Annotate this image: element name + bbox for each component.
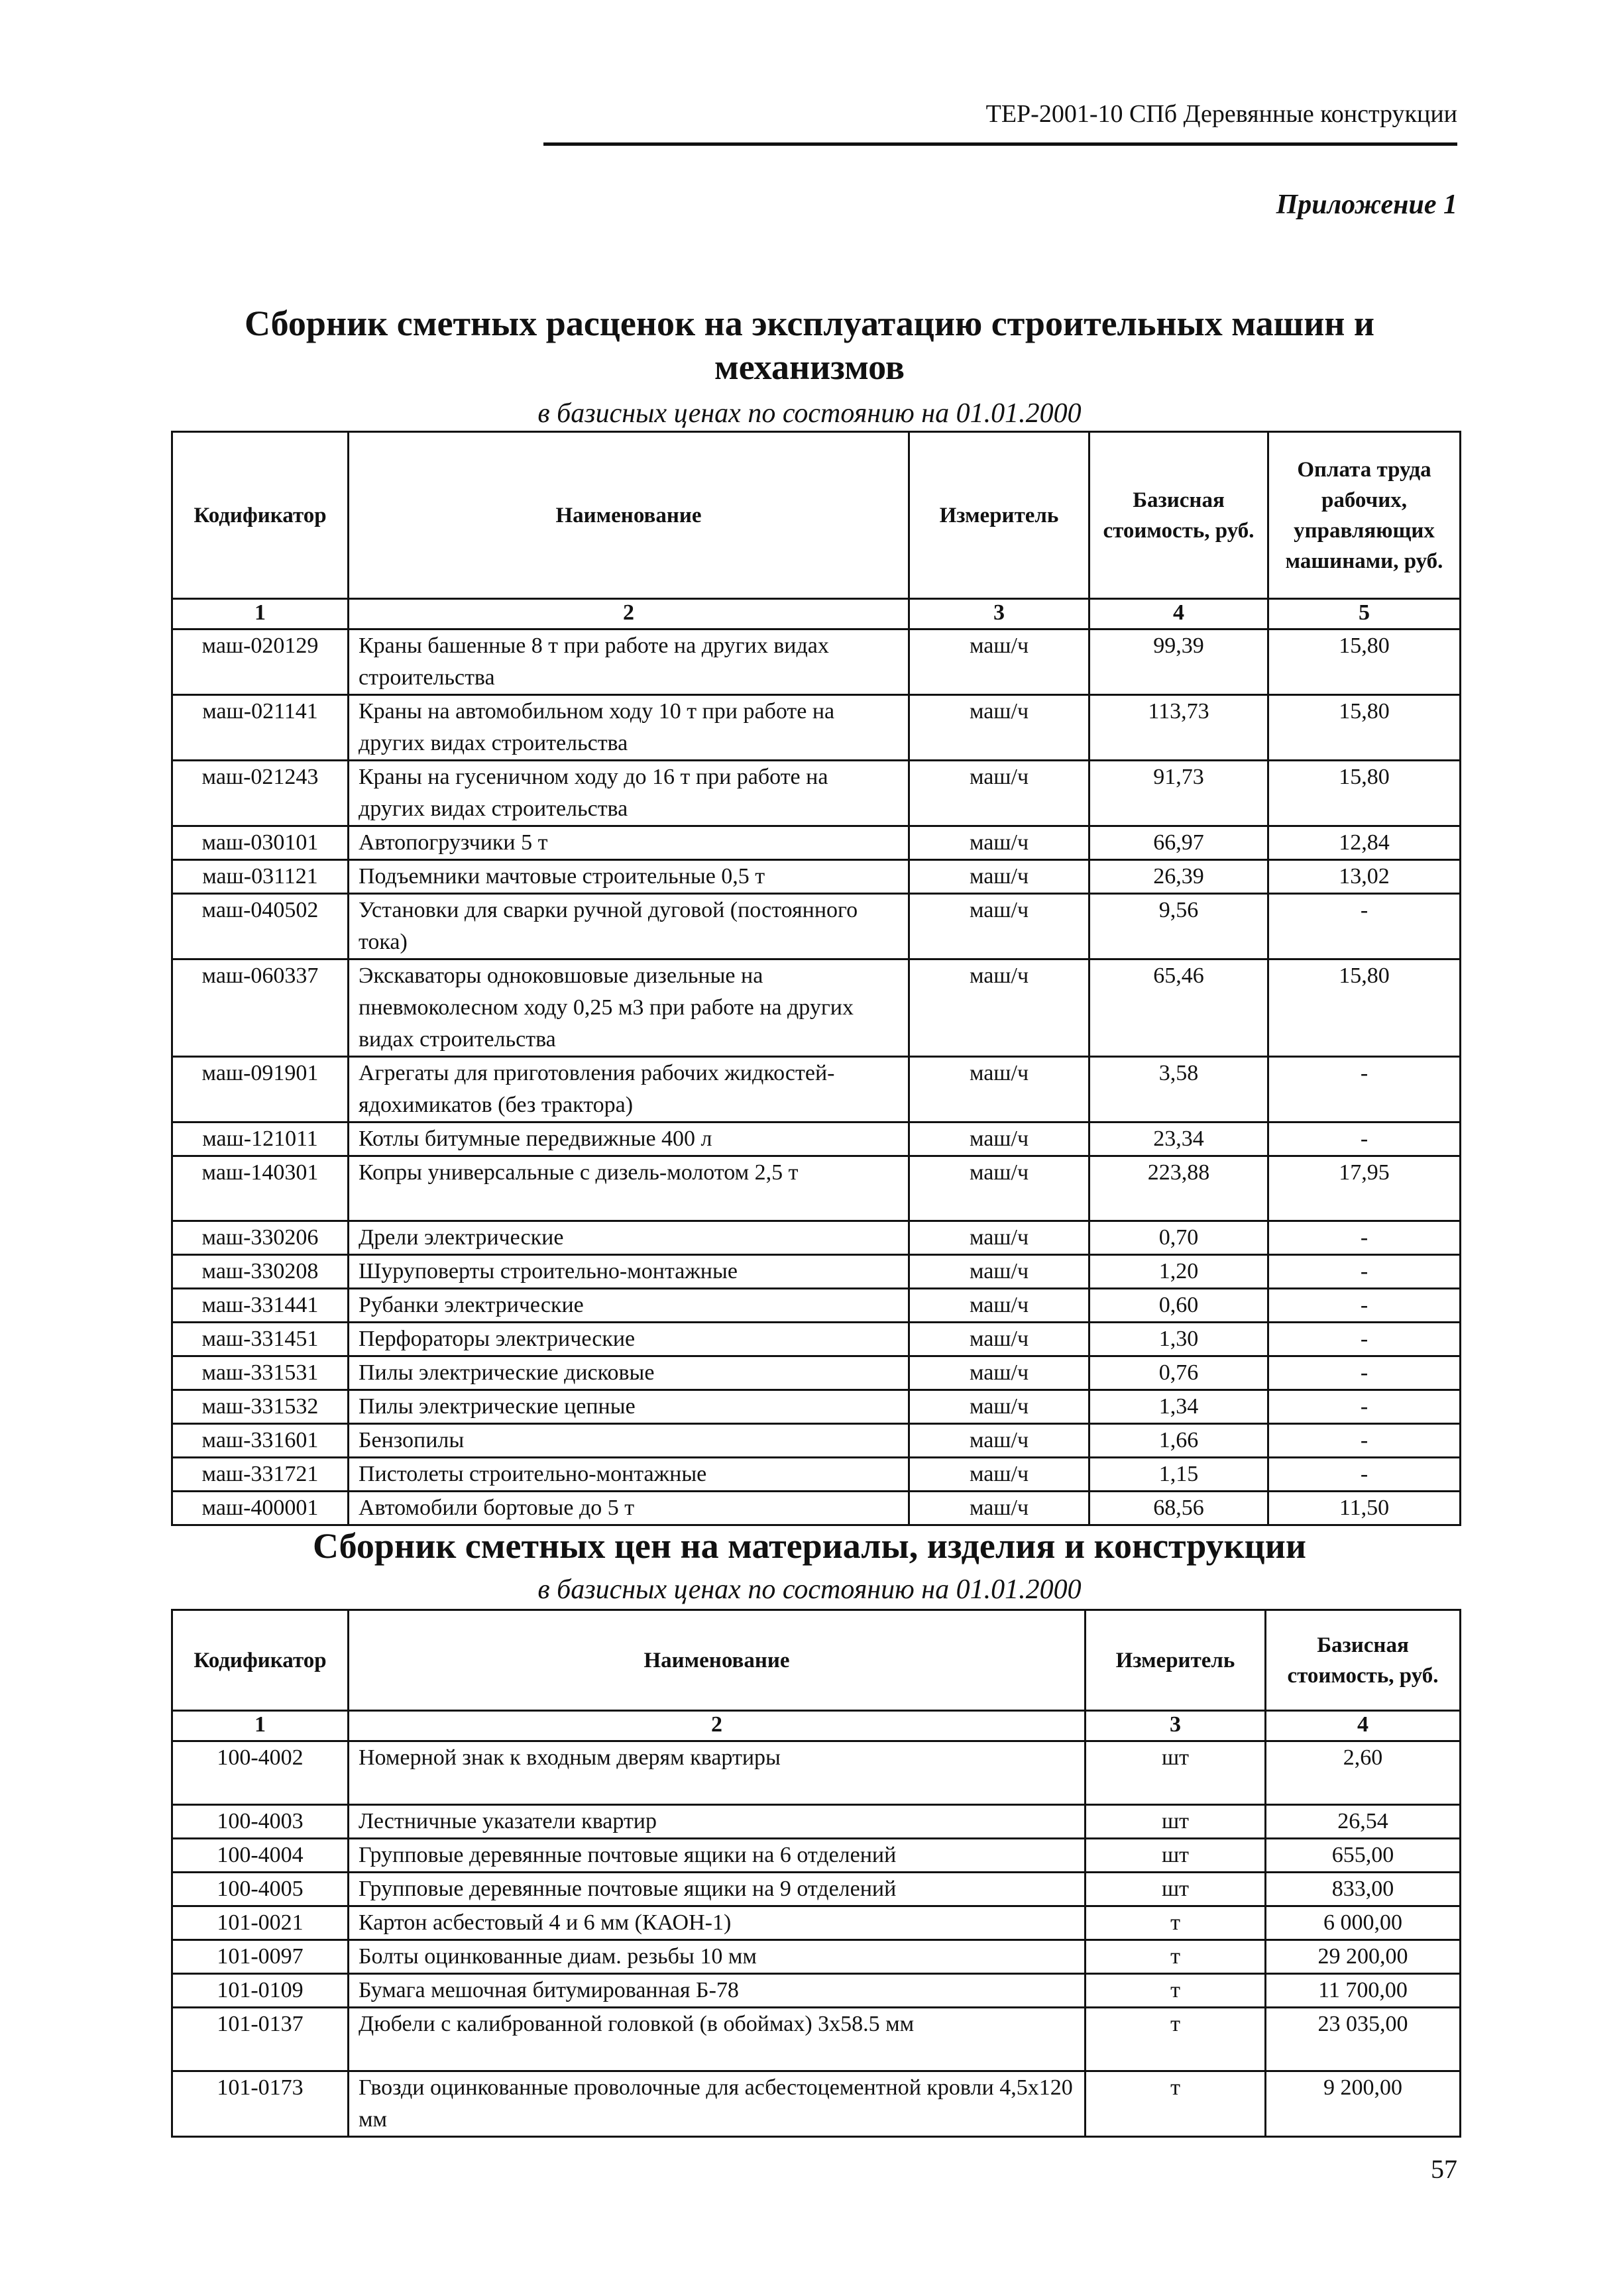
cell-name: Пилы электрические дисковые [349,1356,909,1390]
cell-price: 26,54 [1266,1805,1461,1839]
cell-unit: маш/ч [909,1458,1089,1492]
cell-unit: шт [1086,1873,1266,1906]
table-row [172,1906,1461,1940]
cell-wage: - [1268,1255,1461,1289]
cell-name: Дрели электрические [349,1221,909,1255]
cell-unit: маш/ч [909,1122,1089,1156]
cell-unit: маш/ч [909,1356,1089,1390]
cell-code: маш-030101 [172,826,349,860]
cell-name: Экскаваторы одноковшовые дизельные на пневмоколесном ходу 0,25 м3 при работе на других видах строительства [349,959,909,1057]
cell-name: Гвозди оцинкованные проволочные для асбестоцементной кровли 4,5x120 мм [349,2071,1086,2137]
table-row [172,1221,1461,1255]
cell-code: 101-0097 [172,1940,349,1974]
cell-wage: - [1268,1323,1461,1356]
section2-title: Сборник сметных цен на материалы, изделия и конструкции [312,1526,1307,1566]
cell-wage: 12,84 [1268,826,1461,860]
cell-wage: - [1268,1390,1461,1424]
cell-price: 1,30 [1089,1323,1268,1356]
column-number-row [172,599,1461,629]
cell-wage: - [1268,1356,1461,1390]
column-number: 1 [172,1711,349,1741]
cell-price: 0,76 [1089,1356,1268,1390]
cell-price: 26,39 [1089,860,1268,894]
cell-price: 1,66 [1089,1424,1268,1458]
cell-price: 6 000,00 [1266,1906,1461,1940]
cell-price: 91,73 [1089,761,1268,826]
cell-unit: маш/ч [909,1255,1089,1289]
cell-code: маш-040502 [172,894,349,959]
cell-code: маш-400001 [172,1492,349,1525]
table-row [172,1122,1461,1156]
machines-table [171,431,1461,1526]
cell-code: маш-060337 [172,959,349,1057]
cell-price: 833,00 [1266,1873,1461,1906]
table-header-row [172,432,1461,599]
table-row [172,761,1461,826]
cell-code: 101-0173 [172,2071,349,2137]
cell-name: Краны башенные 8 т при работе на других видах строительства [349,629,909,695]
column-number-row [172,1711,1461,1741]
column-header: Наименование [349,1610,1086,1711]
cell-code: маш-331451 [172,1323,349,1356]
cell-price: 1,15 [1089,1458,1268,1492]
table-row [172,894,1461,959]
cell-price: 99,39 [1089,629,1268,695]
cell-code: маш-121011 [172,1122,349,1156]
cell-unit: маш/ч [909,959,1089,1057]
table-row [172,1323,1461,1356]
cell-price: 655,00 [1266,1839,1461,1873]
cell-code: маш-331441 [172,1289,349,1323]
table-row [172,2008,1461,2071]
column-number: 1 [172,599,349,629]
column-header: Измеритель [1086,1610,1266,1711]
cell-unit: маш/ч [909,1221,1089,1255]
cell-code: маш-330208 [172,1255,349,1289]
table-header-row [172,1610,1461,1711]
cell-name: Групповые деревянные почтовые ящики на 9 отделений [349,1873,1086,1906]
cell-code: маш-331721 [172,1458,349,1492]
cell-unit: шт [1086,1839,1266,1873]
cell-code: 100-4005 [172,1873,349,1906]
cell-price: 23 035,00 [1266,2008,1461,2071]
cell-wage: - [1268,1122,1461,1156]
column-number: 2 [349,599,909,629]
cell-price: 1,34 [1089,1390,1268,1424]
column-header: Наименование [349,432,909,599]
cell-price: 223,88 [1089,1156,1268,1221]
column-header: Базисная стоимость, руб. [1266,1610,1461,1711]
cell-name: Копры универсальные с дизель-молотом 2,5 т [349,1156,909,1221]
cell-wage: 15,80 [1268,761,1461,826]
cell-unit: т [1086,1906,1266,1940]
cell-code: маш-031121 [172,860,349,894]
table-row [172,1057,1461,1122]
cell-unit: маш/ч [909,860,1089,894]
cell-name: Пилы электрические цепные [349,1390,909,1424]
section1-title: Сборник сметных расценок на эксплуатацию строительных машин и механизмов [244,303,1375,387]
cell-wage: 15,80 [1268,629,1461,695]
table-row [172,1255,1461,1289]
table-row [172,695,1461,761]
running-title: ТЕР-2001-10 СПб Деревянные конструкции [985,100,1457,128]
table-row [172,1741,1461,1805]
cell-name: Котлы битумные передвижные 400 л [349,1122,909,1156]
cell-name: Установки для сварки ручной дуговой (постоянного тока) [349,894,909,959]
table-row [172,2071,1461,2137]
cell-price: 29 200,00 [1266,1940,1461,1974]
cell-unit: маш/ч [909,1289,1089,1323]
column-header: Оплата труда рабочих, управляющих машинами, руб. [1268,432,1461,599]
cell-code: 100-4004 [172,1839,349,1873]
cell-unit: маш/ч [909,1424,1089,1458]
cell-wage: 13,02 [1268,860,1461,894]
cell-code: маш-331531 [172,1356,349,1390]
cell-name: Пистолеты строительно-монтажные [349,1458,909,1492]
table-row [172,1974,1461,2008]
cell-code: 101-0137 [172,2008,349,2071]
cell-wage: - [1268,894,1461,959]
cell-price: 113,73 [1089,695,1268,761]
cell-code: маш-331532 [172,1390,349,1424]
table-row [172,1424,1461,1458]
table-row [172,1839,1461,1873]
cell-unit: маш/ч [909,1390,1089,1424]
table-row [172,1492,1461,1525]
cell-name: Агрегаты для приготовления рабочих жидкостей-ядохимикатов (без трактора) [349,1057,909,1122]
table-row [172,1390,1461,1424]
appendix-label: Приложение 1 [1276,190,1457,220]
cell-name: Шуруповерты строительно-монтажные [349,1255,909,1289]
column-header: Измеритель [909,432,1089,599]
cell-name: Дюбели с калиброванной головкой (в обоймах) 3x58.5 мм [349,2008,1086,2071]
cell-code: маш-021141 [172,695,349,761]
cell-unit: шт [1086,1741,1266,1805]
table-row [172,1289,1461,1323]
cell-name: Автомобили бортовые до 5 т [349,1492,909,1525]
cell-wage: - [1268,1424,1461,1458]
cell-wage: 15,80 [1268,959,1461,1057]
cell-unit: маш/ч [909,1323,1089,1356]
page-number: 57 [1431,2154,1457,2184]
table-row [172,860,1461,894]
table-row [172,1356,1461,1390]
cell-name: Номерной знак к входным дверям квартиры [349,1741,1086,1805]
cell-code: маш-021243 [172,761,349,826]
section2-subtitle: в базисных ценах по состоянию на 01.01.2000 [537,1574,1082,1605]
cell-unit: маш/ч [909,695,1089,761]
cell-name: Групповые деревянные почтовые ящики на 6 отделений [349,1839,1086,1873]
cell-unit: маш/ч [909,1156,1089,1221]
cell-unit: маш/ч [909,1492,1089,1525]
cell-name: Болты оцинкованные диам. резьбы 10 мм [349,1940,1086,1974]
table-row [172,629,1461,695]
cell-wage: - [1268,1458,1461,1492]
cell-unit: т [1086,2071,1266,2137]
cell-wage: - [1268,1057,1461,1122]
cell-unit: маш/ч [909,629,1089,695]
cell-unit: маш/ч [909,894,1089,959]
column-header: Базисная стоимость, руб. [1089,432,1268,599]
cell-code: маш-091901 [172,1057,349,1122]
cell-price: 65,46 [1089,959,1268,1057]
cell-unit: т [1086,2008,1266,2071]
cell-name: Краны на гусеничном ходу до 16 т при работе на других видах строительства [349,761,909,826]
cell-code: маш-330206 [172,1221,349,1255]
cell-name: Краны на автомобильном ходу 10 т при работе на других видах строительства [349,695,909,761]
cell-price: 0,70 [1089,1221,1268,1255]
cell-code: маш-020129 [172,629,349,695]
header-rule [543,142,1457,146]
column-number: 4 [1089,599,1268,629]
column-number: 4 [1266,1711,1461,1741]
cell-price: 23,34 [1089,1122,1268,1156]
column-number: 3 [909,599,1089,629]
cell-name: Рубанки электрические [349,1289,909,1323]
cell-name: Бумага мешочная битумированная Б-78 [349,1974,1086,2008]
cell-wage: 15,80 [1268,695,1461,761]
cell-unit: т [1086,1940,1266,1974]
cell-code: маш-140301 [172,1156,349,1221]
column-number: 2 [349,1711,1086,1741]
column-number: 3 [1086,1711,1266,1741]
cell-unit: маш/ч [909,826,1089,860]
cell-price: 66,97 [1089,826,1268,860]
section1-subtitle: в базисных ценах по состоянию на 01.01.2000 [537,398,1082,429]
cell-price: 9,56 [1089,894,1268,959]
materials-table [171,1609,1461,2138]
cell-price: 9 200,00 [1266,2071,1461,2137]
cell-wage: 17,95 [1268,1156,1461,1221]
cell-unit: т [1086,1974,1266,2008]
table-row [172,959,1461,1057]
column-header: Кодификатор [172,432,349,599]
cell-wage: - [1268,1289,1461,1323]
cell-price: 11 700,00 [1266,1974,1461,2008]
cell-name: Бензопилы [349,1424,909,1458]
table-row [172,1805,1461,1839]
table-row [172,826,1461,860]
column-header: Кодификатор [172,1610,349,1711]
cell-price: 2,60 [1266,1741,1461,1805]
cell-name: Подъемники мачтовые строительные 0,5 т [349,860,909,894]
cell-name: Перфораторы электрические [349,1323,909,1356]
cell-name: Картон асбестовый 4 и 6 мм (КАОН-1) [349,1906,1086,1940]
table-row [172,1940,1461,1974]
cell-unit: шт [1086,1805,1266,1839]
cell-price: 0,60 [1089,1289,1268,1323]
cell-code: 101-0021 [172,1906,349,1940]
cell-code: маш-331601 [172,1424,349,1458]
cell-code: 100-4003 [172,1805,349,1839]
cell-name: Лестничные указатели квартир [349,1805,1086,1839]
cell-wage: 11,50 [1268,1492,1461,1525]
cell-code: 101-0109 [172,1974,349,2008]
cell-unit: маш/ч [909,1057,1089,1122]
column-number: 5 [1268,599,1461,629]
cell-price: 68,56 [1089,1492,1268,1525]
cell-unit: маш/ч [909,761,1089,826]
cell-code: 100-4002 [172,1741,349,1805]
cell-price: 1,20 [1089,1255,1268,1289]
cell-wage: - [1268,1221,1461,1255]
cell-price: 3,58 [1089,1057,1268,1122]
table-row [172,1458,1461,1492]
cell-name: Автопогрузчики 5 т [349,826,909,860]
table-row [172,1873,1461,1906]
table-row [172,1156,1461,1221]
